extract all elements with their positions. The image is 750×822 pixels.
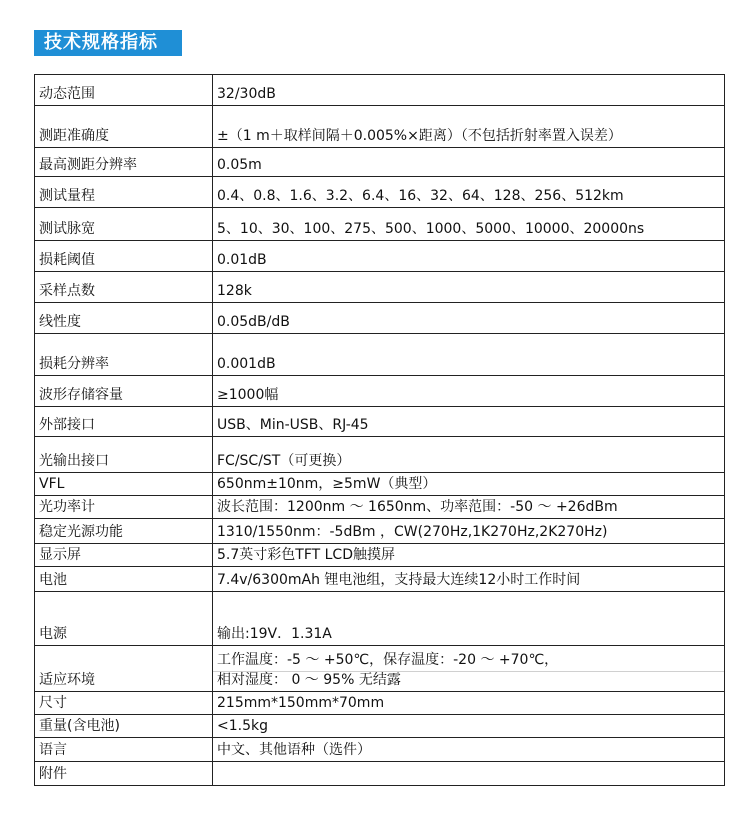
spec-value-line: 工作温度：-5 ～ +50℃，保存温度：-20 ～ +70℃，	[217, 652, 559, 668]
section-title: 技术规格指标	[34, 30, 182, 56]
spec-value: USB、Min-USB、RJ-45	[213, 407, 725, 437]
spec-label: 测试脉宽	[35, 208, 213, 241]
spec-value: 中文、其他语种（选件）	[213, 738, 725, 762]
table-row	[35, 272, 725, 303]
spec-value	[213, 646, 725, 692]
spec-value: 128k	[213, 272, 725, 303]
table-row	[35, 646, 725, 692]
table-row	[35, 177, 725, 208]
table-row	[35, 106, 725, 148]
spec-label: 动态范围	[35, 75, 213, 106]
spec-value: 0.4、0.8、1.6、3.2、6.4、16、32、64、128、256、512km	[213, 177, 725, 208]
table-row	[35, 241, 725, 272]
spec-value-line: 相对湿度： 0 ～ 95% 无结露	[213, 671, 724, 691]
table-row	[35, 437, 725, 473]
table-row	[35, 519, 725, 544]
table-row	[35, 473, 725, 496]
table-row	[35, 762, 725, 786]
spec-value: 0.05m	[213, 148, 725, 177]
spec-value: 5.7英寸彩色TFT LCD触摸屏	[213, 544, 725, 567]
spec-label: 采样点数	[35, 272, 213, 303]
spec-value: 0.01dB	[213, 241, 725, 272]
spec-label: 尺寸	[35, 692, 213, 715]
spec-value: <1.5kg	[213, 715, 725, 738]
table-row	[35, 738, 725, 762]
table-row	[35, 148, 725, 177]
spec-value: 波长范围：1200nm ～ 1650nm、功率范围：-50 ～ +26dBm	[213, 496, 725, 519]
spec-label: 显示屏	[35, 544, 213, 567]
spec-label: 电池	[35, 567, 213, 592]
spec-value: 215mm*150mm*70mm	[213, 692, 725, 715]
spec-label: 测试量程	[35, 177, 213, 208]
table-row	[35, 303, 725, 334]
spec-label: 重量(含电池)	[35, 715, 213, 738]
spec-value: 1310/1550nm：-5dBm ，CW(270Hz,1K270Hz,2K270Hz)	[213, 519, 725, 544]
table-row	[35, 692, 725, 715]
table-row	[35, 75, 725, 106]
spec-table	[34, 74, 725, 786]
spec-label: 测距准确度	[35, 106, 213, 148]
spec-value: ±（1 m＋取样间隔＋0.005%×距离）（不包括折射率置入误差）	[213, 106, 725, 148]
spec-label: 光输出接口	[35, 437, 213, 473]
spec-label: 最高测距分辨率	[35, 148, 213, 177]
spec-label: 稳定光源功能	[35, 519, 213, 544]
table-row	[35, 407, 725, 437]
spec-value: 650nm±10nm，≥5mW（典型）	[213, 473, 725, 496]
table-row	[35, 567, 725, 592]
spec-value: ≥1000幅	[213, 376, 725, 407]
spec-value: 输出:19V．1.31A	[213, 592, 725, 646]
spec-label: 光功率计	[35, 496, 213, 519]
spec-value: 32/30dB	[213, 75, 725, 106]
spec-label: 损耗阈值	[35, 241, 213, 272]
spec-value	[213, 762, 725, 786]
table-row	[35, 208, 725, 241]
spec-value: 7.4v/6300mAh 锂电池组，支持最大连续12小时工作时间	[213, 567, 725, 592]
spec-value: FC/SC/ST（可更换）	[213, 437, 725, 473]
spec-label: 损耗分辨率	[35, 334, 213, 376]
table-row	[35, 334, 725, 376]
table-row	[35, 544, 725, 567]
spec-value: 0.001dB	[213, 334, 725, 376]
spec-label: 适应环境	[35, 646, 213, 692]
table-row	[35, 715, 725, 738]
spec-value: 0.05dB/dB	[213, 303, 725, 334]
spec-label: 线性度	[35, 303, 213, 334]
spec-value: 5、10、30、100、275、500、1000、5000、10000、20000ns	[213, 208, 725, 241]
table-row	[35, 376, 725, 407]
spec-label: 电源	[35, 592, 213, 646]
spec-label: VFL	[35, 473, 213, 496]
spec-label: 波形存储容量	[35, 376, 213, 407]
spec-label: 外部接口	[35, 407, 213, 437]
table-row	[35, 592, 725, 646]
spec-label: 语言	[35, 738, 213, 762]
spec-label: 附件	[35, 762, 213, 786]
table-row	[35, 496, 725, 519]
